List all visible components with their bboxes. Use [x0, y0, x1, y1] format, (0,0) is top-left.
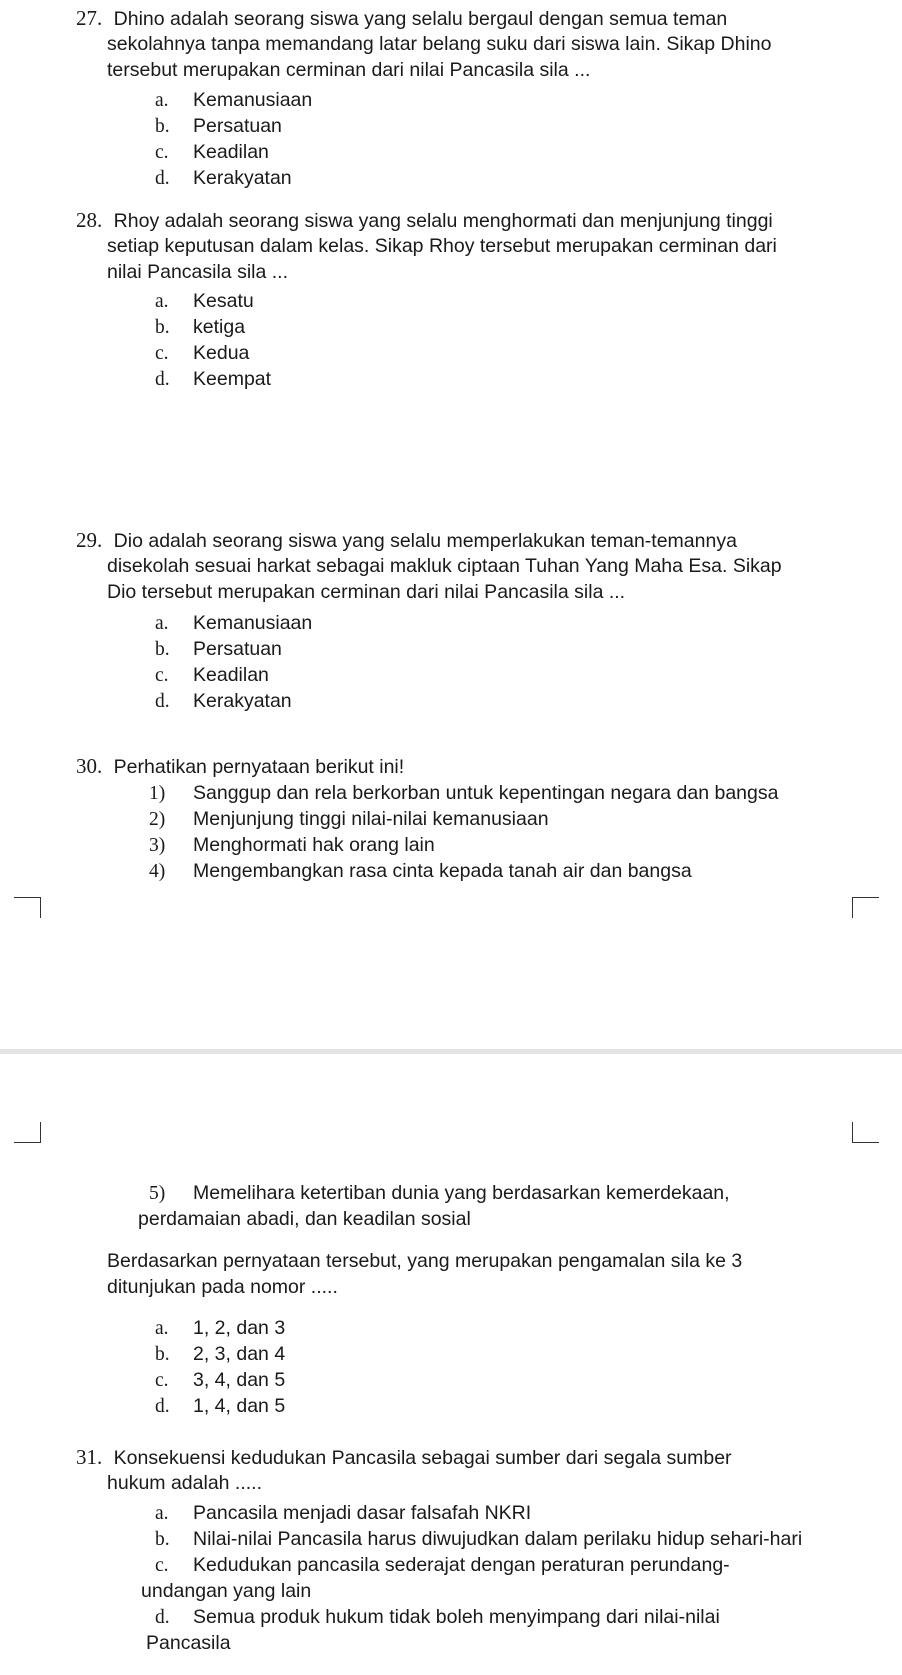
statement-3: 3) Menghormati hak orang lain: [149, 834, 435, 856]
option-a: a. Kemanusiaan: [155, 89, 313, 111]
question-number: 31.: [76, 1445, 103, 1469]
page-corner-mark-left: [14, 897, 41, 918]
question-text: disekolah sesuai harkat sebagai makluk ciptaan Tuhan Yang Maha Esa. Sikap: [107, 555, 782, 577]
statement-5-cont: perdamaian abadi, dan keadilan sosial: [138, 1208, 471, 1230]
option-c-cont: undangan yang lain: [141, 1580, 312, 1602]
question-text: Dio adalah seorang siswa yang selalu memperlakukan teman-temannya: [113, 530, 737, 552]
question-text: Konsekuensi kedudukan Pancasila sebagai sumber dari segala sumber: [113, 1447, 732, 1469]
option-c: c. Kedudukan pancasila sederajat dengan peraturan perundang-: [155, 1554, 730, 1576]
question-number: 28.: [76, 208, 103, 232]
option-a: a. Pancasila menjadi dasar falsafah NKRI: [155, 1502, 532, 1524]
option-a: a. Kemanusiaan: [155, 612, 313, 634]
statement-5: 5) Memelihara ketertiban dunia yang berdasarkan kemerdekaan,: [149, 1182, 730, 1204]
question-text: ditunjukan pada nomor .....: [107, 1276, 338, 1298]
page-corner-mark-right: [852, 1122, 879, 1143]
statement-4: 4) Mengembangkan rasa cinta kepada tanah air dan bangsa: [149, 860, 692, 882]
option-c: c. Keadilan: [155, 141, 269, 163]
statement-2: 2) Menjunjung tinggi nilai-nilai kemanusiaan: [149, 808, 549, 830]
question-text: hukum adalah .....: [107, 1472, 263, 1494]
option-d: d. Semua produk hukum tidak boleh menyimpang dari nilai-nilai: [155, 1606, 720, 1628]
question-text: setiap keputusan dalam kelas. Sikap Rhoy tersebut merupakan cerminan dari: [107, 235, 777, 257]
question-text: Berdasarkan pernyataan tersebut, yang merupakan pengamalan sila ke 3: [107, 1250, 743, 1272]
option-b: b. 2, 3, dan 4: [155, 1343, 286, 1365]
question-text: nilai Pancasila sila ...: [107, 261, 289, 283]
question-text: Dio tersebut merupakan cerminan dari nilai Pancasila sila ...: [107, 581, 626, 603]
option-d: d. Keempat: [155, 368, 272, 390]
page-separator: [0, 1049, 902, 1054]
option-c: c. Keadilan: [155, 664, 269, 686]
option-b: b. Persatuan: [155, 638, 282, 660]
option-a: a. 1, 2, dan 3: [155, 1317, 286, 1339]
question-number: 29.: [76, 528, 103, 552]
question-text: Rhoy adalah seorang siswa yang selalu menghormati dan menjunjung tinggi: [113, 210, 773, 232]
question-text: Perhatikan pernyataan berikut ini!: [113, 756, 405, 778]
option-d-cont: Pancasila: [146, 1632, 231, 1654]
option-c: c. 3, 4, dan 5: [155, 1369, 286, 1391]
question-text: Dhino adalah seorang siswa yang selalu bergaul dengan semua teman: [113, 8, 728, 30]
option-b: b. Persatuan: [155, 115, 282, 137]
question-number: 27.: [76, 6, 103, 30]
option-b: b. ketiga: [155, 316, 246, 338]
question-number: 30.: [76, 754, 103, 778]
question-text: tersebut merupakan cerminan dari nilai Pancasila sila ...: [107, 59, 591, 81]
option-d: d. Kerakyatan: [155, 167, 292, 189]
option-b: b. Nilai-nilai Pancasila harus diwujudkan dalam perilaku hidup sehari-hari: [155, 1528, 803, 1550]
statement-1: 1) Sanggup dan rela berkorban untuk kepentingan negara dan bangsa: [149, 782, 779, 804]
question-text: sekolahnya tanpa memandang latar belang suku dari siswa lain. Sikap Dhino: [107, 33, 772, 55]
option-d: d. Kerakyatan: [155, 690, 292, 712]
option-d: d. 1, 4, dan 5: [155, 1395, 286, 1417]
option-c: c. Kedua: [155, 342, 250, 364]
option-a: a. Kesatu: [155, 290, 254, 312]
page-corner-mark-left: [14, 1122, 41, 1143]
page-corner-mark-right: [852, 897, 879, 918]
